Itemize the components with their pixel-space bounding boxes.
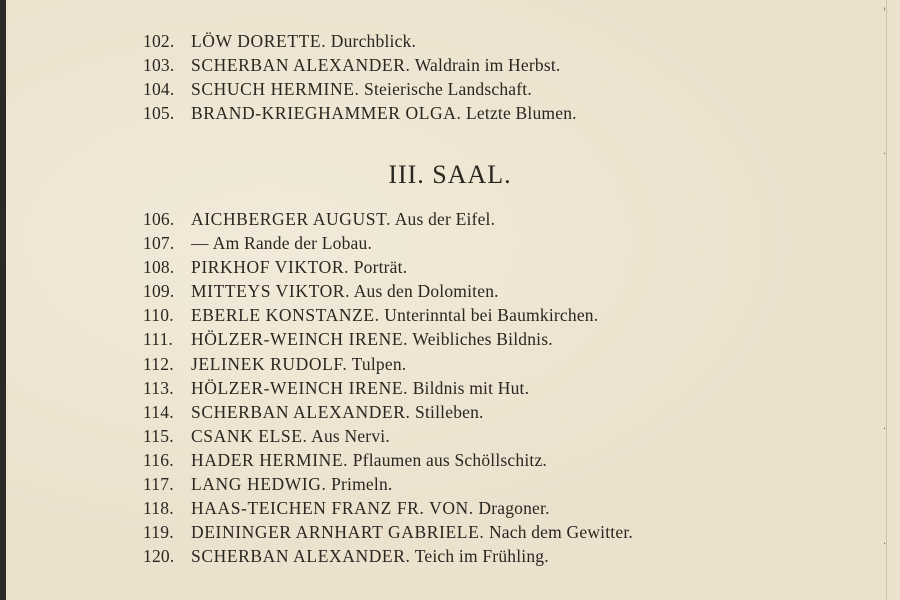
entry-number: 112. bbox=[143, 353, 174, 374]
entry-title: Pflaumen aus Schöllschitz. bbox=[352, 449, 547, 470]
catalog-entry bbox=[143, 207, 803, 231]
entry-title: Aus den Dolomiten. bbox=[353, 281, 499, 302]
entry-title: Tulpen. bbox=[351, 353, 407, 374]
entry-artist: SCHERBAN ALEXANDER. bbox=[191, 546, 411, 567]
entry-title: Durchblick. bbox=[330, 31, 417, 51]
catalog-entry bbox=[143, 303, 803, 327]
entry-title: Nach dem Gewitter. bbox=[488, 522, 633, 543]
section-heading: III. SAAL. bbox=[388, 160, 512, 189]
catalog-entry bbox=[143, 255, 803, 279]
entry-number: 107. bbox=[143, 233, 175, 254]
entry-artist: JELINEK RUDOLF. bbox=[191, 353, 348, 374]
entry-artist: HAAS-TEICHEN FRANZ FR. VON. bbox=[191, 498, 474, 519]
entry-artist: HADER HERMINE. bbox=[191, 449, 349, 470]
entry-artist: HÖLZER-WEINCH IRENE. bbox=[191, 377, 409, 398]
entry-number: 114. bbox=[143, 401, 174, 422]
margin-mark: ' bbox=[883, 7, 886, 18]
entry-number: 106. bbox=[143, 209, 175, 229]
entry-number: 120. bbox=[143, 546, 175, 567]
entry-number: 118. bbox=[143, 498, 174, 519]
entry-list-saal bbox=[143, 207, 803, 568]
entry-artist: SCHUCH HERMINE. bbox=[191, 79, 360, 100]
catalog-entry bbox=[143, 472, 803, 496]
entry-title: Weibliches Bildnis. bbox=[412, 329, 553, 350]
entry-number: 103. bbox=[143, 55, 175, 76]
catalog-entry bbox=[143, 400, 803, 424]
page-binding-edge bbox=[0, 0, 6, 600]
catalog-entry bbox=[143, 279, 803, 303]
entry-number: 119. bbox=[143, 522, 174, 543]
entry-artist: MITTEYS VIKTOR. bbox=[191, 281, 351, 302]
entry-artist: CSANK ELSE. bbox=[191, 425, 308, 446]
entry-number: 111. bbox=[143, 329, 174, 350]
catalog-entry bbox=[143, 544, 803, 568]
entry-artist: SCHERBAN ALEXANDER. bbox=[191, 401, 411, 422]
entry-title: Aus der Eifel. bbox=[394, 209, 496, 229]
entry-artist: — bbox=[191, 233, 210, 254]
entry-artist: PIRKHOF VIKTOR. bbox=[191, 257, 350, 278]
catalog-entry bbox=[143, 376, 803, 400]
catalog-entry bbox=[143, 101, 803, 125]
entry-artist: BRAND-KRIEGHAMMER OLGA. bbox=[191, 103, 462, 124]
entry-title: Waldrain im Herbst. bbox=[414, 55, 561, 76]
entry-title: Steierische Landschaft. bbox=[364, 79, 532, 100]
entry-artist: SCHERBAN ALEXANDER. bbox=[191, 55, 411, 76]
entry-title: Aus Nervi. bbox=[311, 425, 390, 446]
entry-number: 104. bbox=[143, 79, 175, 100]
entry-artist: LÖW DORETTE. bbox=[191, 31, 327, 51]
catalog-entry bbox=[143, 520, 803, 544]
entry-artist: DEININGER ARNHART GABRIELE. bbox=[191, 522, 485, 543]
entry-number: 105. bbox=[143, 103, 175, 124]
margin-mark: · bbox=[883, 424, 887, 435]
entry-number: 108. bbox=[143, 257, 175, 278]
entry-title: Dragoner. bbox=[478, 498, 550, 519]
catalog-entry bbox=[143, 496, 803, 520]
entry-number: 117. bbox=[143, 474, 174, 495]
entry-artist: EBERLE KONSTANZE. bbox=[191, 305, 380, 326]
catalog-entry bbox=[143, 53, 803, 77]
margin-mark: · bbox=[883, 149, 887, 160]
entry-number: 116. bbox=[143, 449, 174, 470]
catalog-entry bbox=[143, 231, 803, 255]
catalog-entry bbox=[143, 352, 803, 376]
catalog-entry bbox=[143, 77, 803, 101]
catalog-entry bbox=[143, 29, 803, 53]
catalog-entry bbox=[143, 327, 803, 351]
catalog-entry bbox=[143, 424, 803, 448]
page-fold-line bbox=[886, 0, 887, 600]
entry-number: 110. bbox=[143, 305, 174, 326]
entry-number: 109. bbox=[143, 281, 175, 302]
entry-title: Unterinntal bei Baumkirchen. bbox=[384, 305, 599, 326]
entry-artist: LANG HEDWIG. bbox=[191, 474, 327, 495]
entry-title: Bildnis mit Hut. bbox=[412, 377, 530, 398]
entry-title: Stilleben. bbox=[415, 401, 484, 422]
entry-title: Letzte Blumen. bbox=[466, 103, 577, 124]
entry-artist: HÖLZER-WEINCH IRENE. bbox=[191, 329, 409, 350]
entry-title: Am Rande der Lobau. bbox=[212, 233, 373, 254]
entry-artist: AICHBERGER AUGUST. bbox=[191, 209, 392, 229]
entry-title: Primeln. bbox=[331, 474, 393, 495]
entry-number: 115. bbox=[143, 425, 174, 446]
catalog-entry bbox=[143, 448, 803, 472]
margin-mark: · bbox=[883, 539, 887, 550]
entry-number: 102. bbox=[143, 31, 175, 51]
entry-title: Teich im Frühling. bbox=[414, 546, 549, 567]
entry-number: 113. bbox=[143, 377, 174, 398]
entry-list-top bbox=[143, 29, 803, 125]
entry-title: Porträt. bbox=[353, 257, 408, 278]
